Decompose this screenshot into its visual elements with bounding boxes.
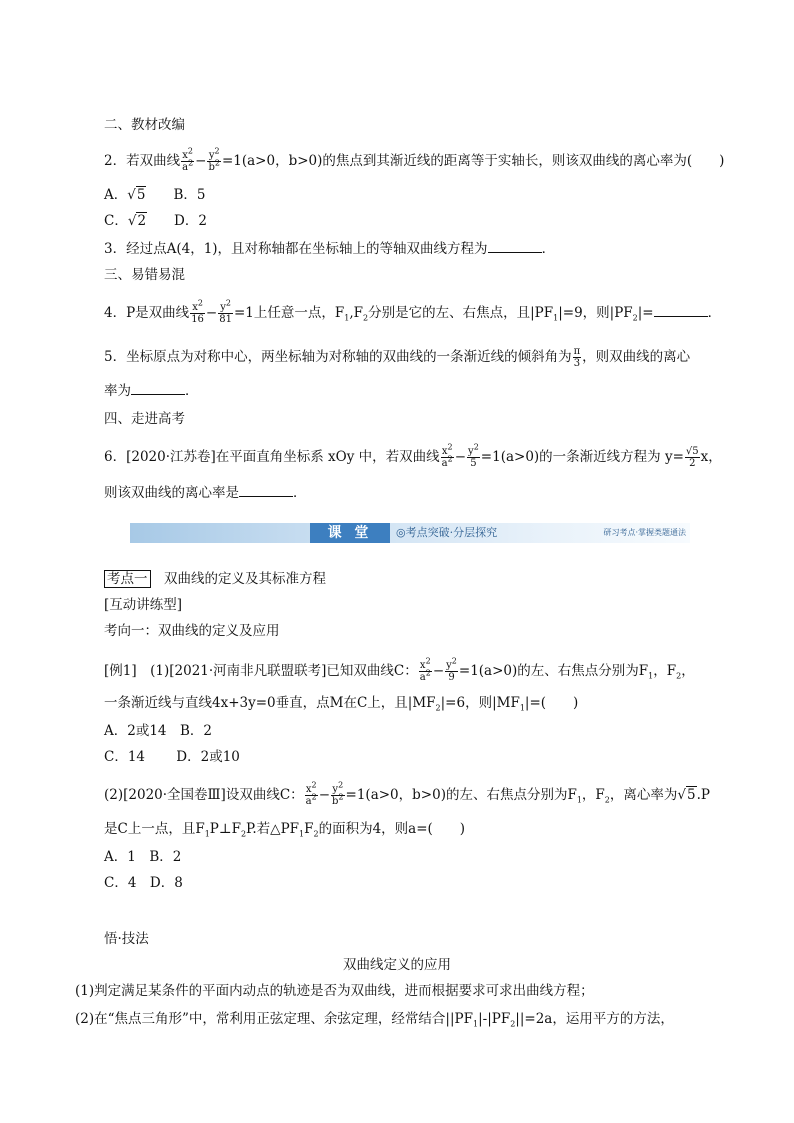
answer-blank [488,240,542,253]
type-label: [互动讲练型] [104,597,183,613]
question-2: 2．若双曲线 $\frac{x^2}{a^2}$ − $\frac{y^2}{b^2}$ =1(a>0，b>0)的焦点到其渐近线的距离等于实轴长，则该双曲线的离心率为( ) [104,146,725,173]
example-2: (2)[2020·全国卷Ⅲ]设双曲线C： $\frac{x^2}{a^2}$ − $\frac{y^2}{b^2}$ =1(a>0，b>0)的左、右焦点分别为$F_1$，$F_2$，离心率为√5.P [104,780,710,807]
fraction: $\frac{\pi}{3}$ [573,346,581,369]
example-2-cont: 是C上一点，且$F_1P\perp F_2P$.若$\triangle PF_1F_2$的面积为4，则a=( ) [104,821,466,839]
technique-point-2: (2)在“焦点三角形”中，常利用正弦定理、余弦定理，经常结合$||PF_1|-|PF_2||=2a$，运用平方的方法， [75,1011,674,1029]
technique-point-1: (1)判定满足某条件的平面内动点的轨迹是否为双曲线，进而根据要求可求出曲线方程； [75,983,594,999]
question-5-cont: 率为 ． [104,383,199,399]
example-1: [例1] (1)[2021·河南非凡联盟联考]已知双曲线C： $\frac{x^2}{a^2}$ − $\frac{y^2}{9}$ =1(a>0)的左、右焦点分别为$F_1$，$F_2$， [104,656,695,683]
fraction: $\frac{y^2}{5}$ [468,442,479,469]
fraction: $\frac{y^2}{b^2}$ [332,780,344,807]
topic-box: 考点一 [104,570,151,588]
answer-blank [239,484,293,497]
example-1-cont: 一条渐近线与直线4x+3y=0垂直，点M在C上，且$|MF_2|=6$，则$|MF_1|=$( ) [104,695,579,713]
options-row: C．√2 D．2 [104,213,207,229]
question-3: 3．经过点A(4，1)，且对称轴都在坐标轴上的等轴双曲线方程为 ． [104,241,556,257]
fraction: $\frac{x^2}{a^2}$ [419,656,431,683]
fraction: $\frac{x^2}{a^2}$ [305,780,317,807]
technique-label: 悟·技法 [104,931,149,947]
banner-tag: 课 堂 [310,523,390,543]
section-heading: 四、走进高考 [104,411,185,427]
technique-title: 双曲线定义的应用 [343,957,451,973]
section-heading: 三、易错易混 [104,267,185,283]
direction-title: 考向一：双曲线的定义及应用 [104,623,280,639]
answer-blank [131,382,185,395]
options-row: C．4 D．8 [104,875,183,891]
banner-subtitle: ◎考点突破·分层探究 [396,526,498,539]
question-6-cont: 则该双曲线的离心率是 ． [104,485,307,501]
question-4: 4．P是双曲线 $\frac{x^2}{16}$ − $\frac{y^2}{81}$ =1上任意一点，$F_1,F_2$分别是它的左、右焦点，且$|PF_1|=9$，则$|PF_2|=$ ． [104,298,722,325]
options-row: A．√5 B．5 [104,187,206,203]
question-5: 5．坐标原点为对称中心，两坐标轴为对称轴的双曲线的一条渐近线的倾斜角为 $\frac{\pi}{3}$ ，则双曲线的离心 [104,346,691,369]
fraction: $\frac{y^2}{b^2}$ [208,146,220,173]
section-heading: 二、教材改编 [104,117,185,133]
fraction: $\frac{√5}{2}$ [685,446,699,469]
fraction: $\frac{x^2}{a^2}$ [182,146,194,173]
fraction: $\frac{x^2}{a^2}$ [441,442,453,469]
options-row: C．14 D．2或10 [104,749,240,765]
options-row: A．1 B．2 [104,849,182,865]
answer-blank [654,304,708,317]
fraction: $\frac{y^2}{9}$ [446,656,457,683]
topic-heading: 考点一 双曲线的定义及其标准方程 [104,570,326,588]
fraction: $\frac{y^2}{81}$ [219,298,232,325]
banner-right: 研习考点·掌握类题通法 [603,528,686,537]
question-6: 6．[2020·江苏卷]在平面直角坐标系 xOy 中，若双曲线 $\frac{x^2}{a^2}$ − $\frac{y^2}{5}$ =1(a>0)的一条渐近线方程为 y= $\frac{√5}{2}$ x， [104,442,722,469]
fraction: $\frac{x^2}{16}$ [191,298,204,325]
options-row: A．2或14 B．2 [104,723,213,739]
section-banner [130,523,690,543]
